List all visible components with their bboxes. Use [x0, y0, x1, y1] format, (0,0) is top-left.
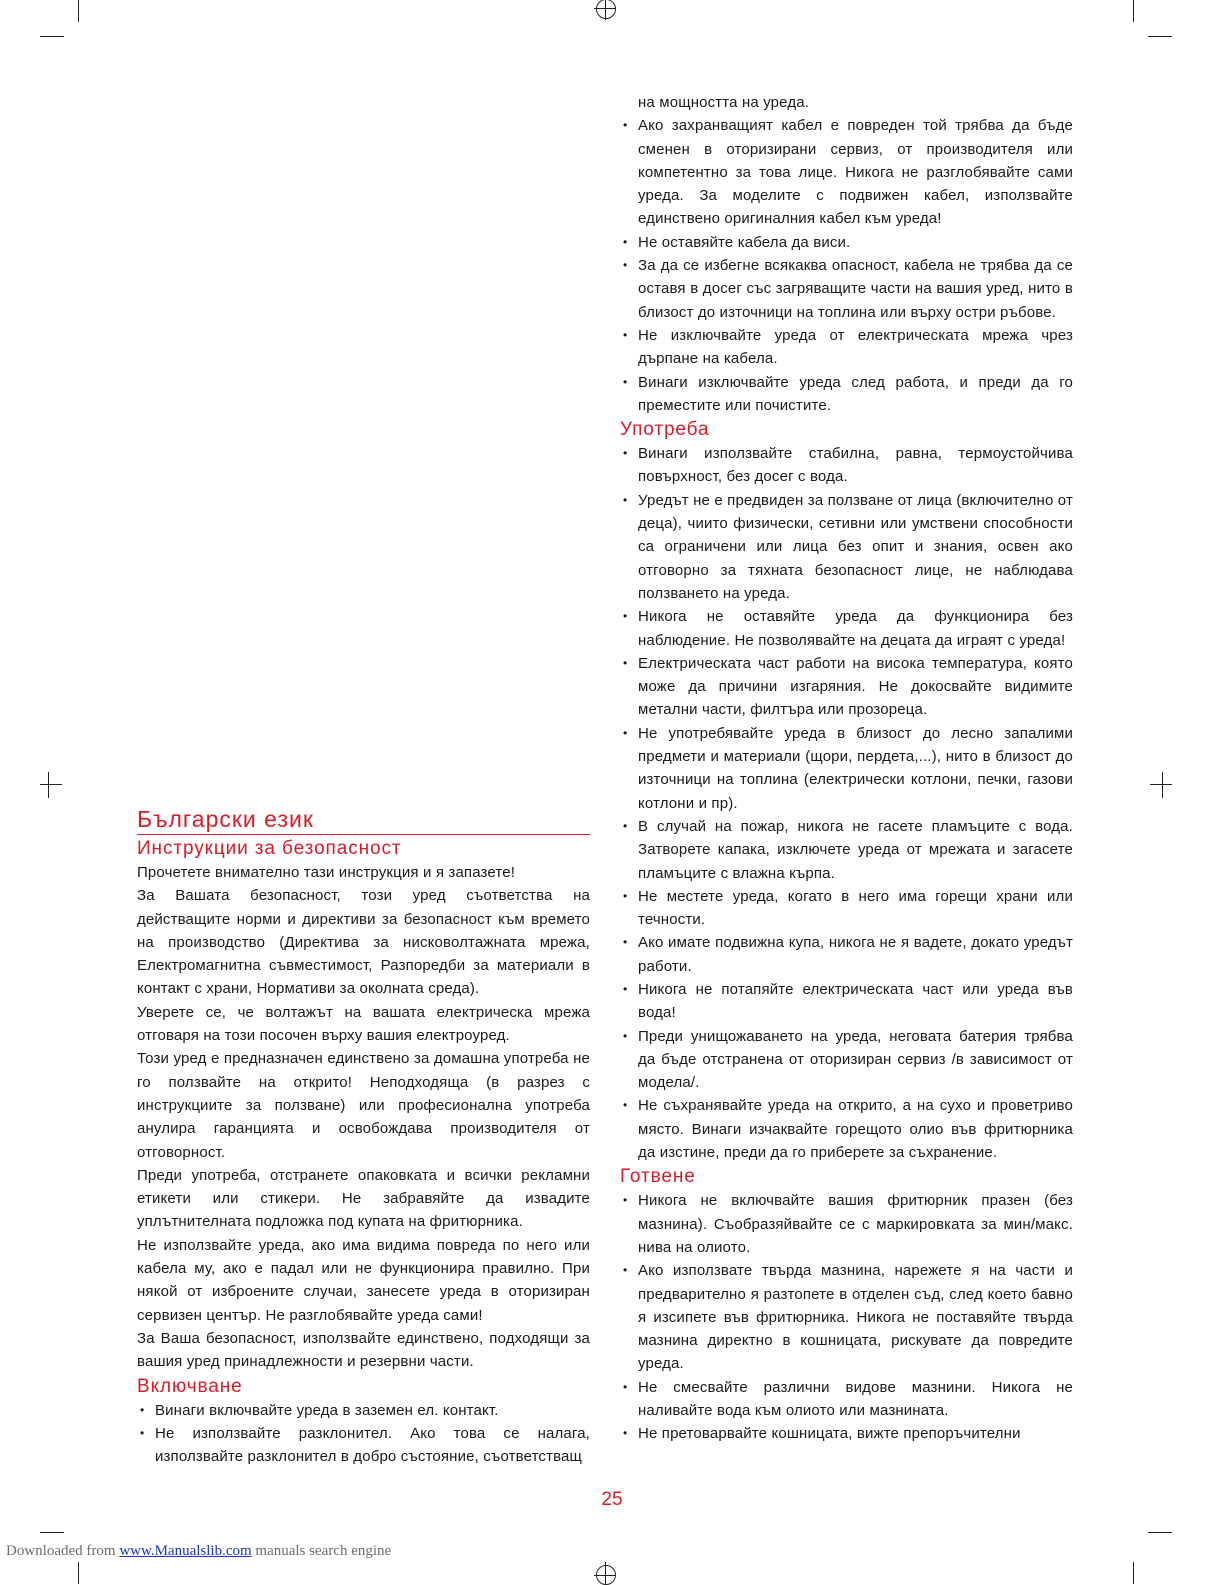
paragraph: За Вашата безопасност, този уред съответства на действащите норми и директиви за безопасност към времето на производство (Директива за нисковолтажната мрежа, Електромагнитна съвместимост, Разпоредби за материали в контакт с храни, Нормативи за околната среда). — [137, 887, 590, 998]
list-item: • Не съхранявайте уреда на открито, а на сухо и проветриво място. Винаги изчаквайте горещото олио във фритюрника да изстине, преди да го приберете за съхранение. — [620, 1094, 1073, 1164]
list-item: • Не смесвайте различни видове мазнини. Никога не наливайте вода към олиото или мазнината. — [620, 1376, 1073, 1423]
list-item: • Не използвайте разклонител. Ако това се налага, използвайте разклонител в добро състояние, съответстващ — [137, 1422, 590, 1469]
right-column — [620, 91, 1073, 1446]
power-list-continued — [620, 114, 1073, 417]
list-item: • Не употребявайте уреда в близост до лесно запалими предмети и материали (щори, пердета,...), нито в близост до източници на топлина (електрически котлони, печки, газови котлони и пр). — [620, 722, 1073, 815]
list-item: • В случай на пожар, никога не гасете пламъците с вода. Затворете капака, изключете уреда от мрежата и загасете пламъците с влажна кърпа. — [620, 815, 1073, 885]
list-item: • Ако използвате твърда мазнина, нарежете я на части и предварително я разтопете в отделен съд, след което бавно я изсипете във фритюрника. Никога не поставяйте твърда мазнина директно в кошницата, рискувате да повредите уреда. — [620, 1259, 1073, 1375]
list-item: • За да се избегне всякаква опасност, кабела не трябва да се оставя в досег със загряващите части на вашия уред, нито в близост до източници на топлина или върху остри ръбове. — [620, 254, 1073, 324]
list-item: • Електрическата част работи на висока температура, която може да причини изгаряния. Не докосвайте видимите метални части, филтъра или прозореца. — [620, 652, 1073, 722]
list-item: • Никога не оставяйте уреда да функционира без наблюдение. Не позволявайте на децата да играят с уреда! — [620, 605, 1073, 652]
list-item: • Не изключвайте уреда от електрическата мрежа чрез дърпане на кабела. — [620, 324, 1073, 371]
footer-suffix: manuals search engine — [251, 1543, 392, 1559]
paragraph: Този уред е предназначен единствено за домашна употреба не го ползвайте на открито! Неподходяща (в разрез с инструкциите за ползване) или професионална употреба анулира гаранцията и освобождава производителя от отговорност. — [137, 1050, 590, 1161]
paragraph: Не използвайте уреда, ако има видима повреда по него или кабела му, ако е падал или не функционира правилно. При някой от изброените случаи, занесете уреда в оторизиран сервизен център. Не разглобявайте уреда сами! — [137, 1236, 590, 1324]
left-column — [137, 805, 590, 1468]
list-item: • Не претоварвайте кошницата, вижте препоръчителни — [620, 1422, 1073, 1445]
page-title: Български език — [137, 805, 590, 835]
manualslib-link[interactable]: www.Manualslib.com — [119, 1543, 252, 1559]
list-item: • Ако захранващият кабел е повреден той трябва да бъде сменен в оторизирани сервиз, от производителя или компетентно за това лице. Никога не разглобявайте сами уреда. За моделите с подвижен кабел, използвайте единствено оригиналния кабел към уреда! — [620, 114, 1073, 230]
list-item: • Никога не потапяйте електрическата част или уреда във вода! — [620, 978, 1073, 1025]
section-heading-cooking: Готвене — [620, 1166, 696, 1188]
list-item: • Винаги включвайте уреда в заземен ел. контакт. — [137, 1399, 590, 1422]
paragraph: За Ваша безопасност, използвайте единствено, подходящи за вашия уред принадлежности и резервни части. — [137, 1329, 590, 1371]
footer-prefix: Downloaded from — [6, 1543, 120, 1559]
list-item: • Не местете уреда, когато в него има горещи храни или течности. — [620, 885, 1073, 932]
list-item: • Ако имате подвижна купа, никога не я вадете, докато уредът работи. — [620, 931, 1073, 978]
page-number: 25 — [601, 1489, 623, 1510]
list-item: • Винаги изключвайте уреда след работа, и преди да го преместите или почистите. — [620, 371, 1073, 418]
section-heading-use: Употреба — [620, 419, 710, 441]
power-list — [137, 1399, 590, 1469]
list-item: • Винаги използвайте стабилна, равна, термоустойчива повърхност, без досег с вода. — [620, 442, 1073, 489]
cooking-list — [620, 1189, 1073, 1445]
list-item: • Преди унищожаването на уреда, неговата батерия трябва да бъде отстранена от оторизиран сервиз /в зависимост от модела/. — [620, 1025, 1073, 1095]
paragraph: Уверете се, че волтажът на вашата електрическа мрежа отговаря на този посочен върху вашия електроуред. — [137, 1003, 590, 1045]
section-heading-power: Включване — [137, 1375, 243, 1397]
list-item: • Уредът не е предвиден за ползване от лица (включително от деца), чиито физически, сетивни или умствени способности са ограничени или лица без опит и знания, освен ако отговорно за тяхната безопасност лице, не наблюдава ползването на уреда. — [620, 489, 1073, 605]
list-item: • Никога не включвайте вашия фритюрник празен (без мазнина). Съобразяйвайте се с маркировката за мин/макс. нива на олиото. — [620, 1189, 1073, 1259]
download-footer — [6, 1543, 391, 1560]
section-heading-safety: Инструкции за безопасност — [137, 838, 402, 859]
list-item: • Не оставяйте кабела да виси. — [620, 231, 1073, 254]
use-list — [620, 442, 1073, 1164]
continued-text: на мощността на уреда. — [638, 94, 810, 111]
paragraph: Прочетете внимателно тази инструкция и я запазете! — [137, 864, 516, 881]
paragraph: Преди употреба, отстранете опаковката и всички рекламни етикети или стикери. Не забравяйте да извадите уплътнителната подложка под купата на фритюрника. — [137, 1166, 590, 1231]
